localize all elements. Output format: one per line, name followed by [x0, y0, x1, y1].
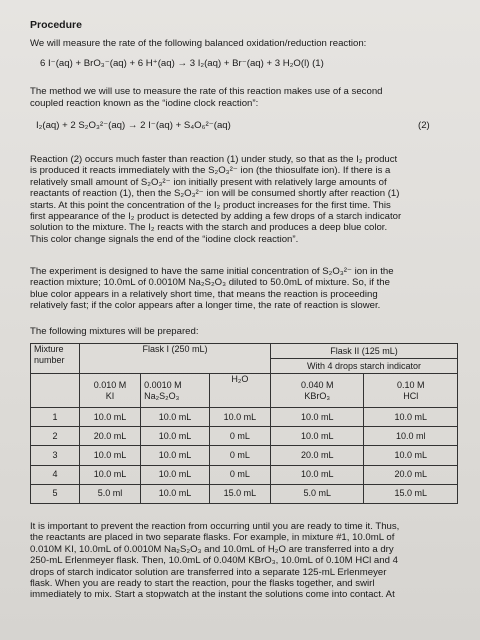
flask2-subheader: With 4 drops starch indicator: [270, 359, 457, 374]
table-cell: 15.0 mL: [209, 484, 270, 503]
heading: Procedure: [30, 19, 82, 31]
row-number: 1: [31, 408, 80, 427]
para1-line: starts. At this point the concentration of the I₂ product increases for the first time. This: [30, 199, 391, 211]
following-text: The following mixtures will be prepared:: [30, 326, 199, 337]
table-cell: 0 mL: [209, 446, 270, 465]
para3-line: flask. When you are ready to start the reaction, pour the flasks together, and swirl: [30, 578, 375, 590]
table-cell: 10.0 mL: [270, 408, 364, 427]
table-cell: 10.0 mL: [141, 484, 210, 503]
para3-line: 0.010M KI, 10.0mL of 0.0010M Na₂S₂O₃ and 10.0mL of H₂O are transferred into a dry: [30, 543, 394, 555]
para3-line: the reactants are placed in two separate flasks. For example, in mixture #1, 10.0mL of: [30, 532, 395, 544]
para1-line: first appearance of the I₂ product is detected by adding a few drops of a starch indicator: [30, 211, 402, 223]
para2-line: relatively fast; if the color appears after a longer time, the rate of reaction is slower.: [30, 300, 381, 312]
col-header-line: 0.040 M: [300, 379, 334, 390]
table-cell: 10.0 mL: [270, 465, 364, 484]
para1-line: This color change signals the end of the “iodine clock reaction”.: [30, 233, 299, 245]
col-header-kbro3: [270, 374, 364, 408]
col-header-h2o: [209, 374, 270, 408]
table-row: [31, 408, 458, 427]
para2-line: blue color appears in a relatively short time, that means the reaction is proceeding: [30, 288, 378, 300]
table-cell: 10.0 mL: [141, 408, 210, 427]
method-line-2: coupled reaction known as the “iodine clock reaction”:: [30, 98, 259, 109]
flask2-header: Flask II (125 mL): [270, 344, 457, 359]
para1-line: solution to the mixture. The I₂ reacts with the starch and produces a deep blue color.: [30, 222, 388, 234]
table-cell: 10.0 mL: [80, 446, 141, 465]
col-header-ki: [80, 374, 141, 408]
col-header-line: KI: [105, 390, 115, 401]
table-cell: 5.0 ml: [80, 484, 141, 503]
col-header-line: HCl: [403, 390, 419, 401]
col-header-hcl: [364, 374, 458, 408]
para3-line: immediately to mix. Start a stopwatch at the instant the solutions come into contact. At: [30, 589, 395, 601]
para1-line: relatively small amount of S₂O₃²⁻ ion initially present with relatively large amounts of: [30, 176, 387, 188]
para1-line: Reaction (2) occurs much faster than reaction (1) under study, so that as the I₂ product: [30, 154, 398, 165]
intro-text: We will measure the rate of the following balanced oxidation/reduction reaction:: [30, 38, 367, 49]
para2-line: reaction mixture; 10.0mL of 0.0010M Na₂S₂O₃ diluted to 50.0mL of mixture. So, if the: [30, 277, 390, 289]
reaction-1: 6 I⁻(aq) + BrO₃⁻(aq) + 6 H⁺(aq) → 3 I₂(aq) + Br⁻(aq) + 3 H₂O(l) (1): [40, 58, 324, 69]
para1-line: is produced it reacts immediately with the S₂O₃²⁻ ion (the thiosulfate ion). If there is a: [30, 165, 391, 177]
col-header-line: KBrO₃: [304, 390, 331, 401]
blank-cell: [31, 374, 80, 408]
table-cell: 20.0 mL: [80, 427, 141, 446]
table-cell: 10.0 mL: [141, 465, 210, 484]
method-line-1: The method we will use to measure the rate of this reaction makes use of a second: [30, 86, 383, 97]
table-cell: 10.0 mL: [141, 427, 210, 446]
col-header-line: Na₂S₂O₃: [144, 390, 180, 401]
table-cell: 10.0 mL: [364, 446, 458, 465]
row-number: 2: [31, 427, 80, 446]
table-cell: 10.0 mL: [80, 408, 141, 427]
table-cell: 20.0 mL: [364, 465, 458, 484]
table-cell: 20.0 mL: [270, 446, 364, 465]
table-cell: 10.0 mL: [270, 427, 364, 446]
para2-line: The experiment is designed to have the same initial concentration of S₂O₃²⁻ ion in the: [30, 266, 394, 277]
para3-line: drops of starch indicator solution are transferred into a separate 125-mL Erlenmeyer: [30, 566, 387, 578]
reaction-2-number: (2): [418, 120, 430, 131]
paragraph-1: [30, 154, 401, 245]
table-cell: 5.0 mL: [270, 484, 364, 503]
table-cell: 10.0 mL: [209, 408, 270, 427]
table-row: [31, 484, 458, 503]
col-header-line: 0.0010 M: [144, 379, 182, 390]
col-header-line: 0.10 M: [396, 379, 425, 390]
table-cell: 10.0 mL: [141, 446, 210, 465]
row-number: 5: [31, 484, 80, 503]
table-cell: 10.0 mL: [364, 408, 458, 427]
col-header-na2s2o3: [141, 374, 210, 408]
paragraph-3: [30, 521, 399, 601]
table-cell: 10.0 ml: [364, 427, 458, 446]
para3-line: 250-mL Erlenmeyer flask. Then, 10.0mL of 0.040M KBrO₃, 10.0mL of 0.10M HCl and 4: [30, 555, 398, 567]
mixtures-table: [30, 343, 458, 504]
para1-line: reactants of reaction (1), then the S₂O₃²⁻ ion will be consumed shortly after reaction (1): [30, 188, 400, 200]
reaction-2: I₂(aq) + 2 S₂O₃²⁻(aq) → 2 I⁻(aq) + S₄O₆²⁻(aq): [36, 120, 231, 131]
table-row: [31, 465, 458, 484]
paragraph-2: [30, 266, 394, 312]
mixture-header: [31, 344, 80, 374]
table-cell: 0 mL: [209, 427, 270, 446]
flask1-header: Flask I (250 mL): [80, 344, 271, 374]
col-header-line: 0.010 M: [93, 379, 127, 390]
para3-line: It is important to prevent the reaction from occurring until you are ready to time it. Thus,: [30, 521, 400, 532]
mixture-header-line: Mixture: [34, 344, 64, 354]
table-cell: 10.0 mL: [80, 465, 141, 484]
table-row: [31, 427, 458, 446]
table-cell: 15.0 mL: [364, 484, 458, 503]
mixture-header-line: number: [34, 355, 65, 365]
row-number: 3: [31, 446, 80, 465]
table-cell: 0 mL: [209, 465, 270, 484]
table-row: [31, 446, 458, 465]
row-number: 4: [31, 465, 80, 484]
col-header-line: H₂O: [231, 374, 249, 384]
